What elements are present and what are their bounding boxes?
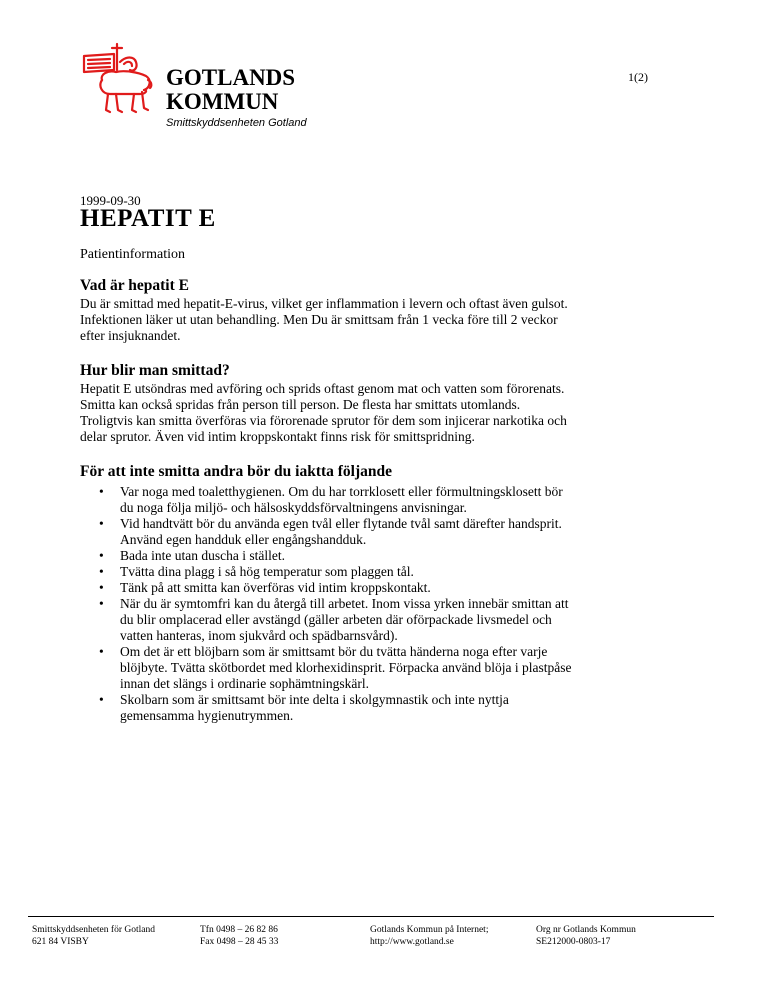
text-line: Bada inte utan duscha i stället. [120,548,285,563]
footer-divider [28,916,714,917]
section-what-is [80,276,680,344]
text-line: Troligtvis kan smitta överföras via förorenade sprutor för dem som injicerar narkotika och [80,413,567,428]
section-paragraph [80,296,680,344]
section-heading: Vad är hepatit E [80,277,189,294]
text-line: Infektionen läker ut utan behandling. Men Du är smittsam från 1 vecka före till 2 veckor [80,312,558,327]
text-line: Tänk på att smitta kan överföras vid intim kroppskontakt. [120,580,431,595]
footer-internet [370,924,488,948]
text-line: vatten hanteras, inom sjukvård och spädbarnsvård). [120,628,398,643]
footer-text: 621 84 VISBY [32,937,89,947]
text-line: innan det slängs i ordinarie sophämtningskärl. [120,676,369,691]
text-line: gemensamma hygienutrymmen. [120,708,294,723]
footer-text: Tfn 0498 – 26 82 86 [200,925,278,935]
document-subtitle: Patientinformation [80,247,185,262]
footer-address [32,924,155,948]
text-line: Tvätta dina plagg i så hög temperatur som plaggen tål. [120,564,414,579]
text-line: Hepatit E utsöndras med avföring och sprids oftast genom mat och vatten som förorenats. [80,381,565,396]
org-name-line2: KOMMUN [166,89,279,114]
text-line: delar sprutor. Även vid intim kroppskontakt finns risk för smittspridning. [80,429,475,444]
organization-name [166,66,366,114]
section-heading: För att inte smitta andra bör du iaktta följande [80,463,393,480]
footer-text: Gotlands Kommun på Internet; [370,925,489,935]
list-item [120,564,680,580]
text-line: Var noga med toaletthygienen. Om du har torrklosett eller förmultningsklosett bör [120,484,563,499]
list-item [120,580,680,596]
page-number: 1(2) [628,70,648,84]
text-line: Du är smittad med hepatit-E-virus, vilket ger inflammation i levern och oftast även gulsot. [80,296,568,311]
list-item [120,516,680,548]
footer-text: Smittskyddsenheten för Gotland [32,925,155,935]
section-precautions [80,462,680,724]
document-date: 1999-09-30 [80,193,141,208]
list-item [120,692,680,724]
document-title: HEPATIT E [80,205,216,232]
text-line: Om det är ett blöjbarn som är smittsamt bör du tvätta händerna noga efter varje [120,644,548,659]
text-line: du noga följa miljö- och hälsoskyddsförvaltningens anvisningar. [120,500,467,515]
section-heading: Hur blir man smittad? [80,362,230,379]
text-line: Vid handtvätt bör du använda egen tvål eller flytande tvål samt därefter handsprit. [120,516,562,531]
text-line: Använd egen handduk eller engångshandduk. [120,532,367,547]
org-name-line1: GOTLANDS [166,65,296,90]
footer-text: Fax 0498 – 28 45 33 [200,937,279,947]
text-line: blöjbyte. Tvätta skötbordet med klorhexidinsprit. Förpacka använd blöja i plastpåse [120,660,572,675]
list-item [120,596,680,644]
text-line: efter insjuknandet. [80,328,181,343]
footer-org-number [536,924,636,948]
list-item [120,644,680,692]
text-line: du blir omplacerad eller avstängd (gäller arbeten där oförpackade livsmedel och [120,612,552,627]
section-paragraph [80,381,680,445]
text-line: Skolbarn som är smittsamt bör inte delta i skolgymnastik och inte nyttja [120,692,509,707]
list-item [120,484,680,516]
list-item [120,548,680,564]
precaution-list [80,484,680,724]
footer-text: Org nr Gotlands Kommun [536,925,636,935]
footer-text: http://www.gotland.se [370,937,454,947]
section-transmission [80,361,680,445]
footer-text: SE212000-0803-17 [536,937,611,947]
gotland-ram-icon [80,40,154,120]
document-body [80,276,680,724]
org-unit: Smittskyddsenheten Gotland [166,117,307,129]
footer-phone [200,924,278,948]
text-line: När du är symtomfri kan du återgå till arbetet. Inom vissa yrken innebär smittan att [120,596,569,611]
text-line: Smitta kan också spridas från person till person. De flesta har smittats utomlands. [80,397,521,412]
